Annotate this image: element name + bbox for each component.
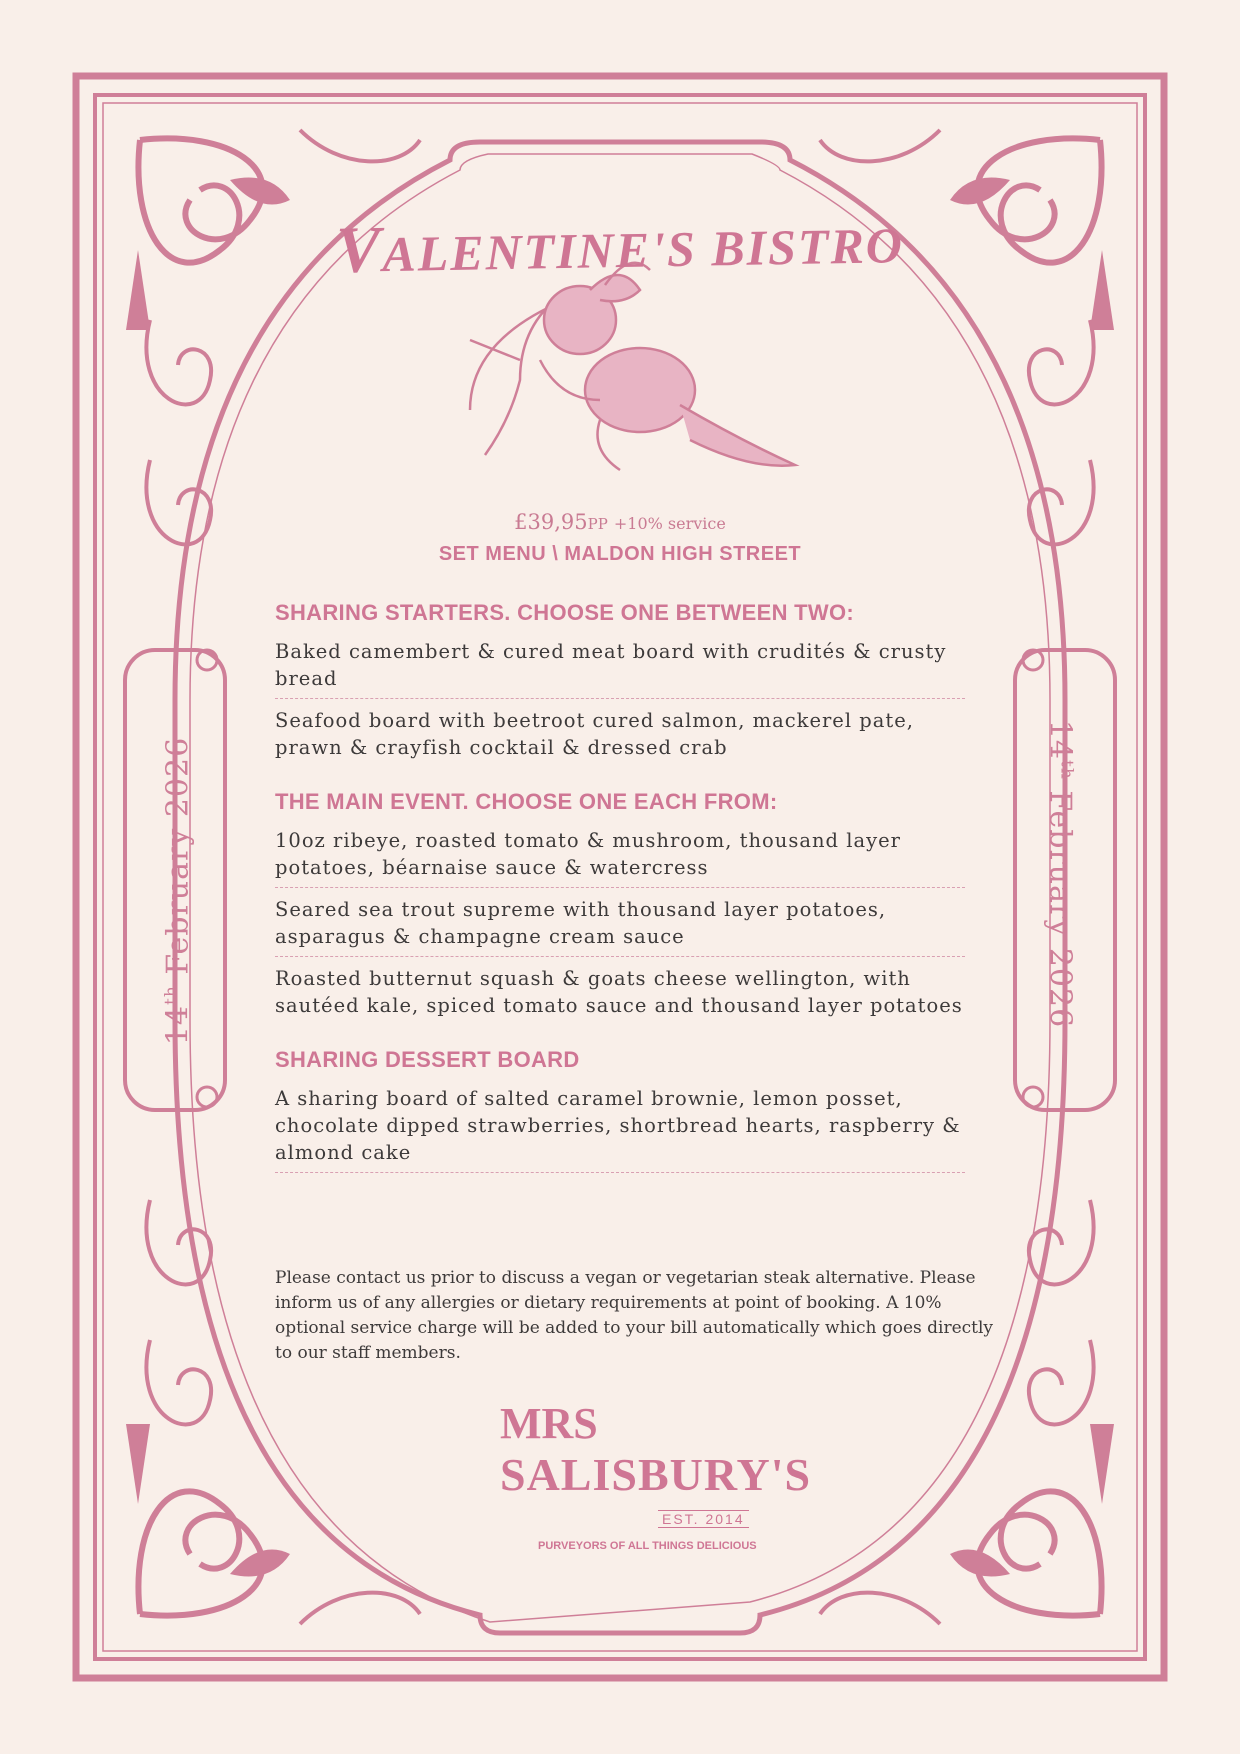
- date-month-year: February 2026: [1042, 790, 1078, 1029]
- menu-item: Seafood board with beetroot cured salmon, mackerel pate, prawn & crayfish cocktail & dressed crab: [275, 709, 914, 759]
- logo-tagline: PURVEYORS OF ALL THINGS DELICIOUS: [538, 1540, 757, 1552]
- price-per-person: PP: [587, 515, 608, 533]
- starters-section: [275, 600, 965, 767]
- price-line: [0, 510, 1240, 534]
- dessert-section: [275, 1047, 965, 1173]
- side-date-right: [1043, 720, 1078, 1028]
- price-amount: £39,95: [514, 510, 588, 534]
- section-title: THE MAIN EVENT. CHOOSE ONE EACH FROM:: [275, 789, 778, 814]
- cupid-illustration: [470, 263, 795, 470]
- title-text: ALENTINE'S BISTRO: [381, 217, 905, 283]
- brand-logo: [440, 1398, 812, 1558]
- date-day: 14: [1042, 719, 1078, 760]
- menu-item: Baked camembert & cured meat board with crudités & crusty bread: [275, 638, 965, 699]
- menu-item: Roasted butternut squash & goats cheese wellington, with sautéed kale, spiced tomato sauce and thousand layer potatoes: [275, 967, 963, 1017]
- date-day: 14: [160, 1005, 196, 1046]
- logo-line1: MRS: [500, 1399, 598, 1448]
- mains-section: [275, 789, 965, 1025]
- dietary-notes: Please contact us prior to discuss a vegan or vegetarian steak alternative. Please inform us of any allergies or dietary requirements at point of booking. A 10% optional service charge will be added to your bill automatically which goes directly to our staff members.: [275, 1268, 994, 1363]
- side-date-left: [161, 737, 196, 1045]
- menu-item: 10oz ribeye, roasted tomato & mushroom, thousand layer potatoes, béarnaise sauce & watercress: [275, 827, 965, 888]
- price-service: +10% service: [613, 514, 726, 533]
- menu-body: [275, 600, 965, 1195]
- date-suffix: th: [1056, 760, 1077, 780]
- logo-line2: SALISBURY'S: [500, 1449, 812, 1500]
- title-initial: V: [335, 213, 383, 287]
- set-menu-location: SET MENU \ MALDON HIGH STREET: [438, 543, 802, 565]
- section-title: SHARING DESSERT BOARD: [275, 1047, 580, 1072]
- menu-item: Seared sea trout supreme with thousand layer potatoes, asparagus & champagne cream sauce: [275, 896, 965, 957]
- logo-est: EST. 2014: [658, 1510, 749, 1528]
- date-month-year: February 2026: [160, 736, 196, 975]
- date-suffix: th: [161, 985, 182, 1005]
- section-title: SHARING STARTERS. CHOOSE ONE BETWEEN TWO:: [275, 600, 855, 625]
- menu-item: A sharing board of salted caramel brownie, lemon posset, chocolate dipped strawberries, shortbread hearts, raspberry & almond cake: [275, 1085, 965, 1173]
